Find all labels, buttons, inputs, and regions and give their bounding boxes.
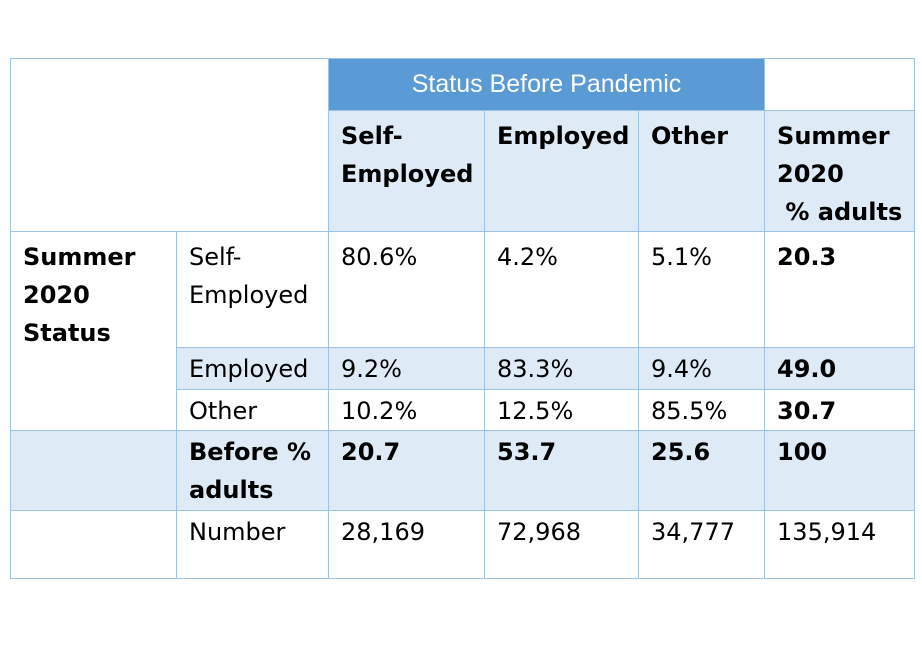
corner-cell [11, 59, 329, 111]
corner-cell-lower [11, 111, 329, 232]
row-label-self-employed: Self- Employed [177, 232, 329, 348]
banner-blank-cell [765, 59, 915, 111]
row-label-other: Other [177, 390, 329, 431]
table-cell: 9.2% [329, 348, 485, 390]
table-cell-total: 20.3 [765, 232, 915, 348]
table-cell: 34,777 [639, 511, 765, 579]
blank-cell [11, 511, 177, 579]
table-cell: 9.4% [639, 348, 765, 390]
table-cell: 83.3% [485, 348, 639, 390]
blank-cell [11, 431, 177, 511]
table-cell: 5.1% [639, 232, 765, 348]
col-header-summer-pct: Summer 2020 % adults [765, 111, 915, 232]
table-cell: 28,169 [329, 511, 485, 579]
row-label-number: Number [177, 511, 329, 579]
table-cell: 10.2% [329, 390, 485, 431]
table-cell: 72,968 [485, 511, 639, 579]
table-cell: 53.7 [485, 431, 639, 511]
table-cell-total: 49.0 [765, 348, 915, 390]
row-label-before-pct: Before % adults [177, 431, 329, 511]
table-cell: 80.6% [329, 232, 485, 348]
row-group-label: Summer 2020 Status [11, 232, 177, 431]
table-cell: 25.6 [639, 431, 765, 511]
table-cell-total: 135,914 [765, 511, 915, 579]
col-header-self-employed: Self- Employed [329, 111, 485, 232]
table-cell-total: 30.7 [765, 390, 915, 431]
col-header-other: Other [639, 111, 765, 232]
transition-table [10, 58, 915, 579]
table-cell-total: 100 [765, 431, 915, 511]
table-cell: 4.2% [485, 232, 639, 348]
header-group-banner: Status Before Pandemic [329, 59, 765, 111]
table-cell: 12.5% [485, 390, 639, 431]
table-cell: 85.5% [639, 390, 765, 431]
table-cell: 20.7 [329, 431, 485, 511]
col-header-employed: Employed [485, 111, 639, 232]
row-label-employed: Employed [177, 348, 329, 390]
